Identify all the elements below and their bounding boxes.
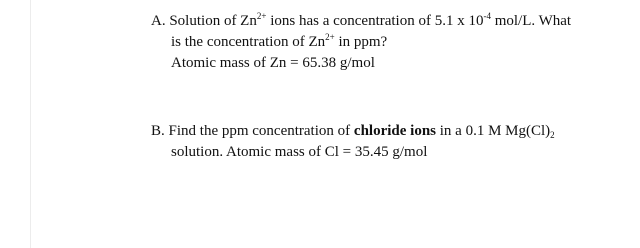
question-b [151,121,621,163]
question-b-line-1 [151,121,621,142]
question-a-line-3: Atomic mass of Zn = 65.38 g/mol [171,55,375,71]
zn-charge-superscript: 2+ [256,11,267,21]
mgcl-subscript: 2 [550,130,555,140]
question-a-line-2 [151,32,621,53]
question-b-text-1: Find the ppm concentration of [168,123,354,139]
exponent-superscript: -4 [483,11,491,21]
question-a-line-1 [151,11,621,32]
chloride-ions-emphasis: chloride ions [353,123,436,139]
question-a-line-2-text-2: in ppm? [334,34,388,50]
question-a [151,11,621,74]
question-b-line-2: solution. Atomic mass of Cl = 35.45 g/mol [171,144,428,160]
question-a-marker: A. [151,13,166,29]
question-b-marker: B. [151,123,165,139]
question-b-text-2: in a 0.1 M Mg(Cl) [436,123,551,139]
page-margin-line [30,0,31,248]
question-a-text-3: mol/L. What [490,13,572,29]
zn-charge-superscript-2: 2+ [325,32,335,42]
question-a-text-1: Solution of Zn [169,13,257,29]
question-a-text-2: ions has a concentration of 5.1 x 10 [266,13,484,29]
question-a-line-2-text-1: is the concentration of Zn [171,34,326,50]
